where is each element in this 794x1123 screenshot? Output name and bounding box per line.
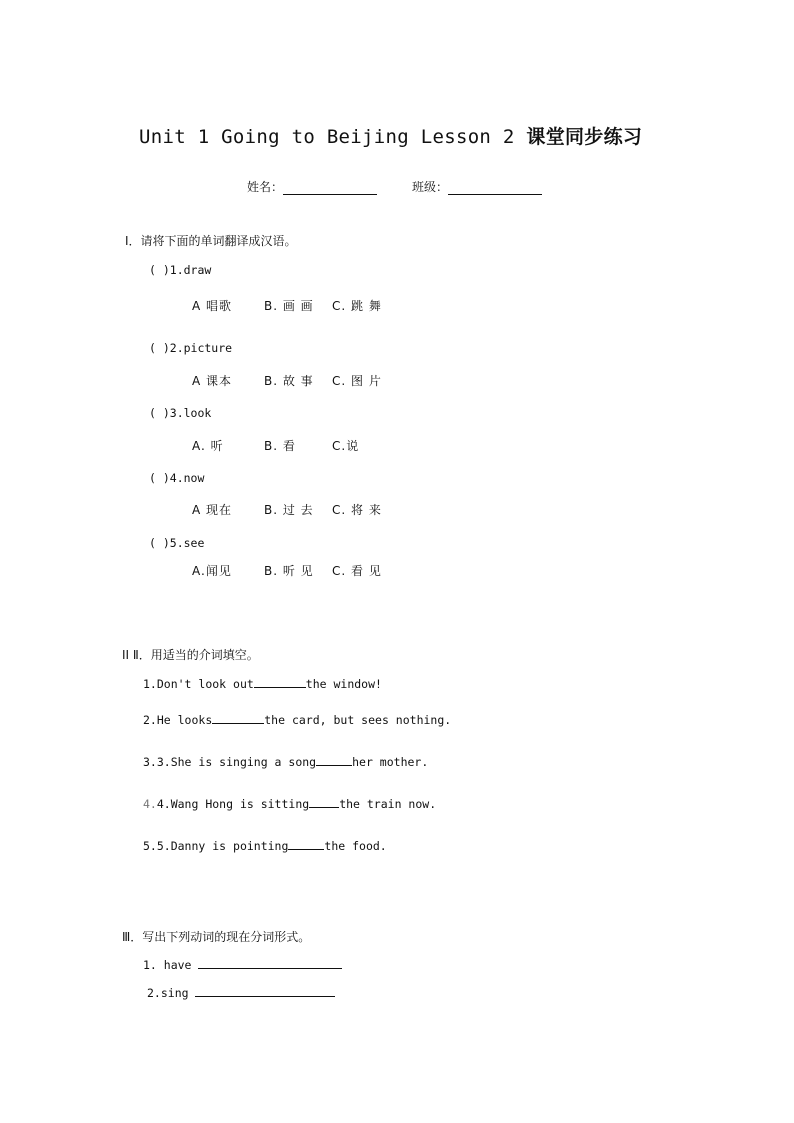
item-text-before: 3.She is singing a song [156,755,317,769]
item-text-after: the window! [305,677,382,691]
item-number: 3. [143,755,157,769]
class-blank[interactable] [448,180,542,195]
question-3-stem: ( )3.look [149,406,212,420]
question-1-options [192,297,382,314]
item-number: 5. [143,839,157,853]
option-c[interactable]: C. 将 来 [332,503,382,517]
item-number: 1. [143,677,157,691]
question-5-stem: ( )5.see [149,536,205,550]
verb-label: 1. have [143,958,192,972]
item-text-after: her mother. [352,755,429,769]
option-a[interactable]: A 唱歌 [192,299,233,313]
verb-item-2 [147,986,335,1000]
verb-item-1 [143,958,342,972]
item-text-after: the card, but sees nothing. [264,713,452,727]
item-text-after: the train now. [339,797,437,811]
fill-item-3 [143,755,428,769]
option-b[interactable]: B. 看 [264,439,296,453]
answer-blank[interactable] [288,848,324,850]
section1-heading: Ⅰ．请将下面的单词翻译成汉语。 [125,234,297,248]
answer-blank[interactable] [254,686,306,688]
name-label: 姓名： [247,180,284,194]
verb-label: 2.sing [147,986,189,1000]
option-b[interactable]: B. 画 画 [264,299,314,313]
section2-heading: II Ⅱ．用适当的介词填空。 [122,648,259,662]
fill-item-2 [143,713,451,727]
fill-item-4 [143,797,436,811]
option-b[interactable]: B. 听 见 [264,564,314,578]
option-a[interactable]: A 课本 [192,374,233,388]
option-b[interactable]: B. 过 去 [264,503,314,517]
question-2-options [192,372,382,389]
question-2-stem: ( )2.picture [149,341,233,355]
name-field [247,178,377,195]
answer-blank[interactable] [212,722,264,724]
page-title [139,122,642,149]
option-c[interactable]: C. 图 片 [332,374,382,388]
item-number: 2. [143,713,157,727]
answer-blank[interactable] [198,967,342,969]
section3-heading: Ⅲ．写出下列动词的现在分词形式。 [122,930,311,944]
item-text-before: 5.Danny is pointing [156,839,289,853]
item-text-before: 4.Wang Hong is sitting [156,797,310,811]
class-field [412,178,542,195]
item-number: 4. [143,797,157,811]
answer-blank[interactable] [309,806,339,808]
option-c[interactable]: C. 跳 舞 [332,299,382,313]
question-3-options [192,437,359,454]
question-5-options [192,562,382,579]
title-english: Unit 1 Going to Beijing Lesson 2 [139,126,527,148]
option-a[interactable]: A. 听 [192,439,224,453]
option-c[interactable]: C. 看 见 [332,564,382,578]
fill-item-1 [143,677,382,691]
answer-blank[interactable] [316,764,352,766]
item-text-before: Don't look out [156,677,254,691]
item-text-before: He looks [156,713,213,727]
title-chinese: 课堂同步练习 [526,126,643,148]
fill-item-5 [143,839,387,853]
option-b[interactable]: B. 故 事 [264,374,314,388]
option-a[interactable]: A.闻见 [192,564,232,578]
item-text-after: the food. [324,839,387,853]
question-4-stem: ( )4.now [149,471,205,485]
question-4-options [192,501,382,518]
class-label: 班级： [412,180,449,194]
name-blank[interactable] [283,180,377,195]
question-1-stem: ( )1.draw [149,263,212,277]
option-c[interactable]: C.说 [332,439,360,453]
answer-blank[interactable] [195,995,335,997]
option-a[interactable]: A 现在 [192,503,233,517]
